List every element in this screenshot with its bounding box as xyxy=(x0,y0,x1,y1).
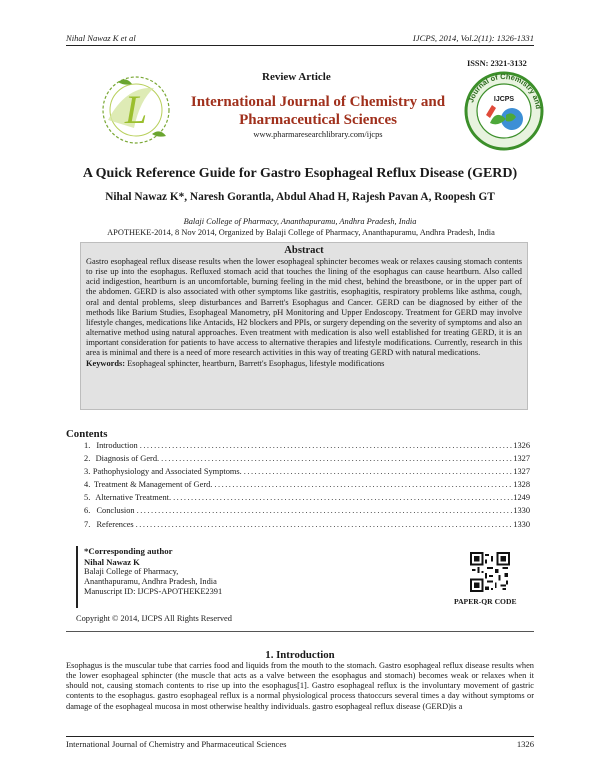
journal-website[interactable]: www.pharmaresearchlibrary.com/ijcps xyxy=(253,130,383,139)
corresponding-author-institution: Balaji College of Pharmacy, xyxy=(84,567,179,576)
author-list: Nihal Nawaz K*, Naresh Gorantla, Abdul Ahad H, Rajesh Pavan A, Roopesh GT xyxy=(105,191,495,203)
toc-leader xyxy=(135,506,514,515)
issn: ISSN: 2321-3132 xyxy=(467,59,527,68)
journal-title: International Journal of Chemistry and Pharmaceutical Sciences xyxy=(190,94,446,128)
page-footer xyxy=(66,736,534,749)
keywords-text: Esophageal sphincter, heartburn, Barrett's Esophagus, lifestyle modifications xyxy=(127,358,385,368)
abstract-heading: Abstract xyxy=(284,245,324,256)
journal-logo-right xyxy=(462,69,546,153)
toc-item[interactable] xyxy=(84,441,530,454)
toc-item-label: Alternative Treatment. xyxy=(95,493,172,503)
toc-item-label: References xyxy=(96,519,134,529)
toc-leader xyxy=(134,520,514,529)
toc-item[interactable] xyxy=(84,454,530,467)
toc-item-page: 1327 xyxy=(513,454,530,464)
manuscript-id: Manuscript ID: IJCPS-APOTHEKE2391 xyxy=(84,587,223,597)
qr-code-label: PAPER-QR CODE xyxy=(454,597,517,606)
running-head-citation: IJCPS, 2014, Vol.2(11): 1326-1331 xyxy=(412,33,534,43)
article-title: A Quick Reference Guide for Gastro Esophageal Reflux Disease (GERD) xyxy=(82,166,518,181)
copyright: Copyright © 2014, IJCPS All Rights Reserved xyxy=(76,614,232,623)
section-divider xyxy=(66,631,534,632)
corresponding-author-location: Ananthapuramu, Andhra Pradesh, India xyxy=(84,577,217,587)
toc-leader xyxy=(171,493,513,502)
abstract-box xyxy=(80,242,528,410)
introduction-text: Esophagus is the muscular tube that carries food and liquids from the mouth to the stomach. Gastro esophageal reflux disease results when the lower esophageal sphincter (the muscle that acts as a valve between the esophagus and stomach) becomes weak or relaxes when it should not, causing stomach contents to rise up into the esophagus[1]. Gastro esophageal reflux is the involuntary movement of gastric contents to the esophagus. gastro esophageal reflux is a normal physiological process thatoccurs several times a day without symptoms or damage of the esophageal mucosa in most otherwise healthy individuals. gastro esophageal reflux disease (GERD)is a xyxy=(66,661,534,711)
toc-item-page: 1327 xyxy=(513,467,530,477)
toc-leader xyxy=(212,480,513,489)
toc-item-number: 2. xyxy=(84,454,91,464)
page-number: 1326 xyxy=(516,739,534,749)
toc-item-label: Pathophysiology and Associated Symptoms. xyxy=(92,467,242,477)
abstract-text: Gastro esophageal reflux disease results when the lower esophageal sphincter becomes weak or relaxes causing stomach contents to rise up into the esophagus. Refluxed stomach acid that touches the lining of the esophagus can cause heartburn. Also called acid indigestion, heartburn is an uncomfortable, burning feeling in the mid chest, behind the breastbone, or in the upper part of the abdomen. GERD is also associated with other symptoms like gastritis, esophagitis, respiratory problems like asthma, cough, oral and dental problems, sleep disturbances and Barrett's Esophagus and Cancer. GERD can be diagnosed by either of the methods like Barium Studies, Esophageal Manometry, pH Monitoring and Upper Endoscopy. Treatment for GERD may involve lifestyle changes, medications like Antacids, H2 blockers and PPIs, or surgery depending on the severity of symptoms and also an alternative method using natural approaches. Even treatment with medication is also well established for treating GERD, it is an important consideration for patients to have access to alternative therapies and lifestyle modifications. Currently, research in this area is minimal and there is a need of more research activities in this way of treating GERD with natural medications. xyxy=(86,257,522,358)
toc-item-number: 1. xyxy=(84,441,91,450)
corresponding-author-title: *Corresponding author xyxy=(84,546,173,556)
toc-item-page: 1330 xyxy=(513,519,530,529)
logo-right-abbrev: IJCPS xyxy=(493,96,515,103)
toc-leader xyxy=(242,467,513,476)
toc-item-number: 4. xyxy=(84,480,91,490)
toc-item[interactable] xyxy=(84,467,530,480)
footer-journal: International Journal of Chemistry and Pharmaceutical Sciences xyxy=(66,739,287,749)
toc-item[interactable] xyxy=(84,520,530,533)
article-type: Review Article xyxy=(262,71,331,83)
logo-right-ring-text: Journal of Chemistry and xyxy=(466,71,543,110)
qr-code[interactable] xyxy=(470,552,510,592)
table-of-contents xyxy=(84,441,530,533)
toc-item-number: 5. xyxy=(84,493,91,503)
keywords-label: Keywords: xyxy=(86,358,126,368)
toc-item-page: 1328 xyxy=(513,480,530,490)
toc-item[interactable] xyxy=(84,493,530,506)
toc-item[interactable] xyxy=(84,506,530,519)
toc-leader xyxy=(159,454,513,463)
toc-leader xyxy=(138,441,514,450)
affiliation: Balaji College of Pharmacy, Ananthapuramu, Andhra Pradesh, India xyxy=(183,217,417,226)
toc-item-number: 6. xyxy=(84,506,91,516)
running-head-authors: Nihal Nawaz K et al xyxy=(66,33,136,43)
toc-item[interactable] xyxy=(84,480,530,493)
toc-item-page: 1249 xyxy=(513,493,530,503)
toc-item-label: Conclusion xyxy=(96,506,135,516)
toc-item-label: Introduction xyxy=(96,441,138,450)
running-head xyxy=(66,33,534,46)
logo-left-letter: L xyxy=(124,87,148,132)
toc-item-number: 3. xyxy=(84,467,91,477)
journal-logo-left xyxy=(96,68,174,150)
corresponding-author-box xyxy=(76,546,276,608)
toc-item-number: 7. xyxy=(84,519,91,529)
conference-line: APOTHEKE-2014, 8 Nov 2014, Organized by Balaji College of Pharmacy, Ananthapuramu, Andhra Pradesh, India xyxy=(107,228,495,237)
toc-item-page: 1326 xyxy=(513,441,530,450)
toc-item-label: Treatment & Management of Gerd. xyxy=(93,480,213,490)
toc-item-label: Diagnosis of Gerd. xyxy=(95,454,160,464)
keywords xyxy=(86,359,522,369)
corresponding-author-name: Nihal Nawaz K xyxy=(84,556,140,567)
introduction-heading: 1. Introduction xyxy=(265,649,335,661)
contents-heading: Contents xyxy=(66,428,108,440)
toc-item-page: 1330 xyxy=(513,506,530,516)
